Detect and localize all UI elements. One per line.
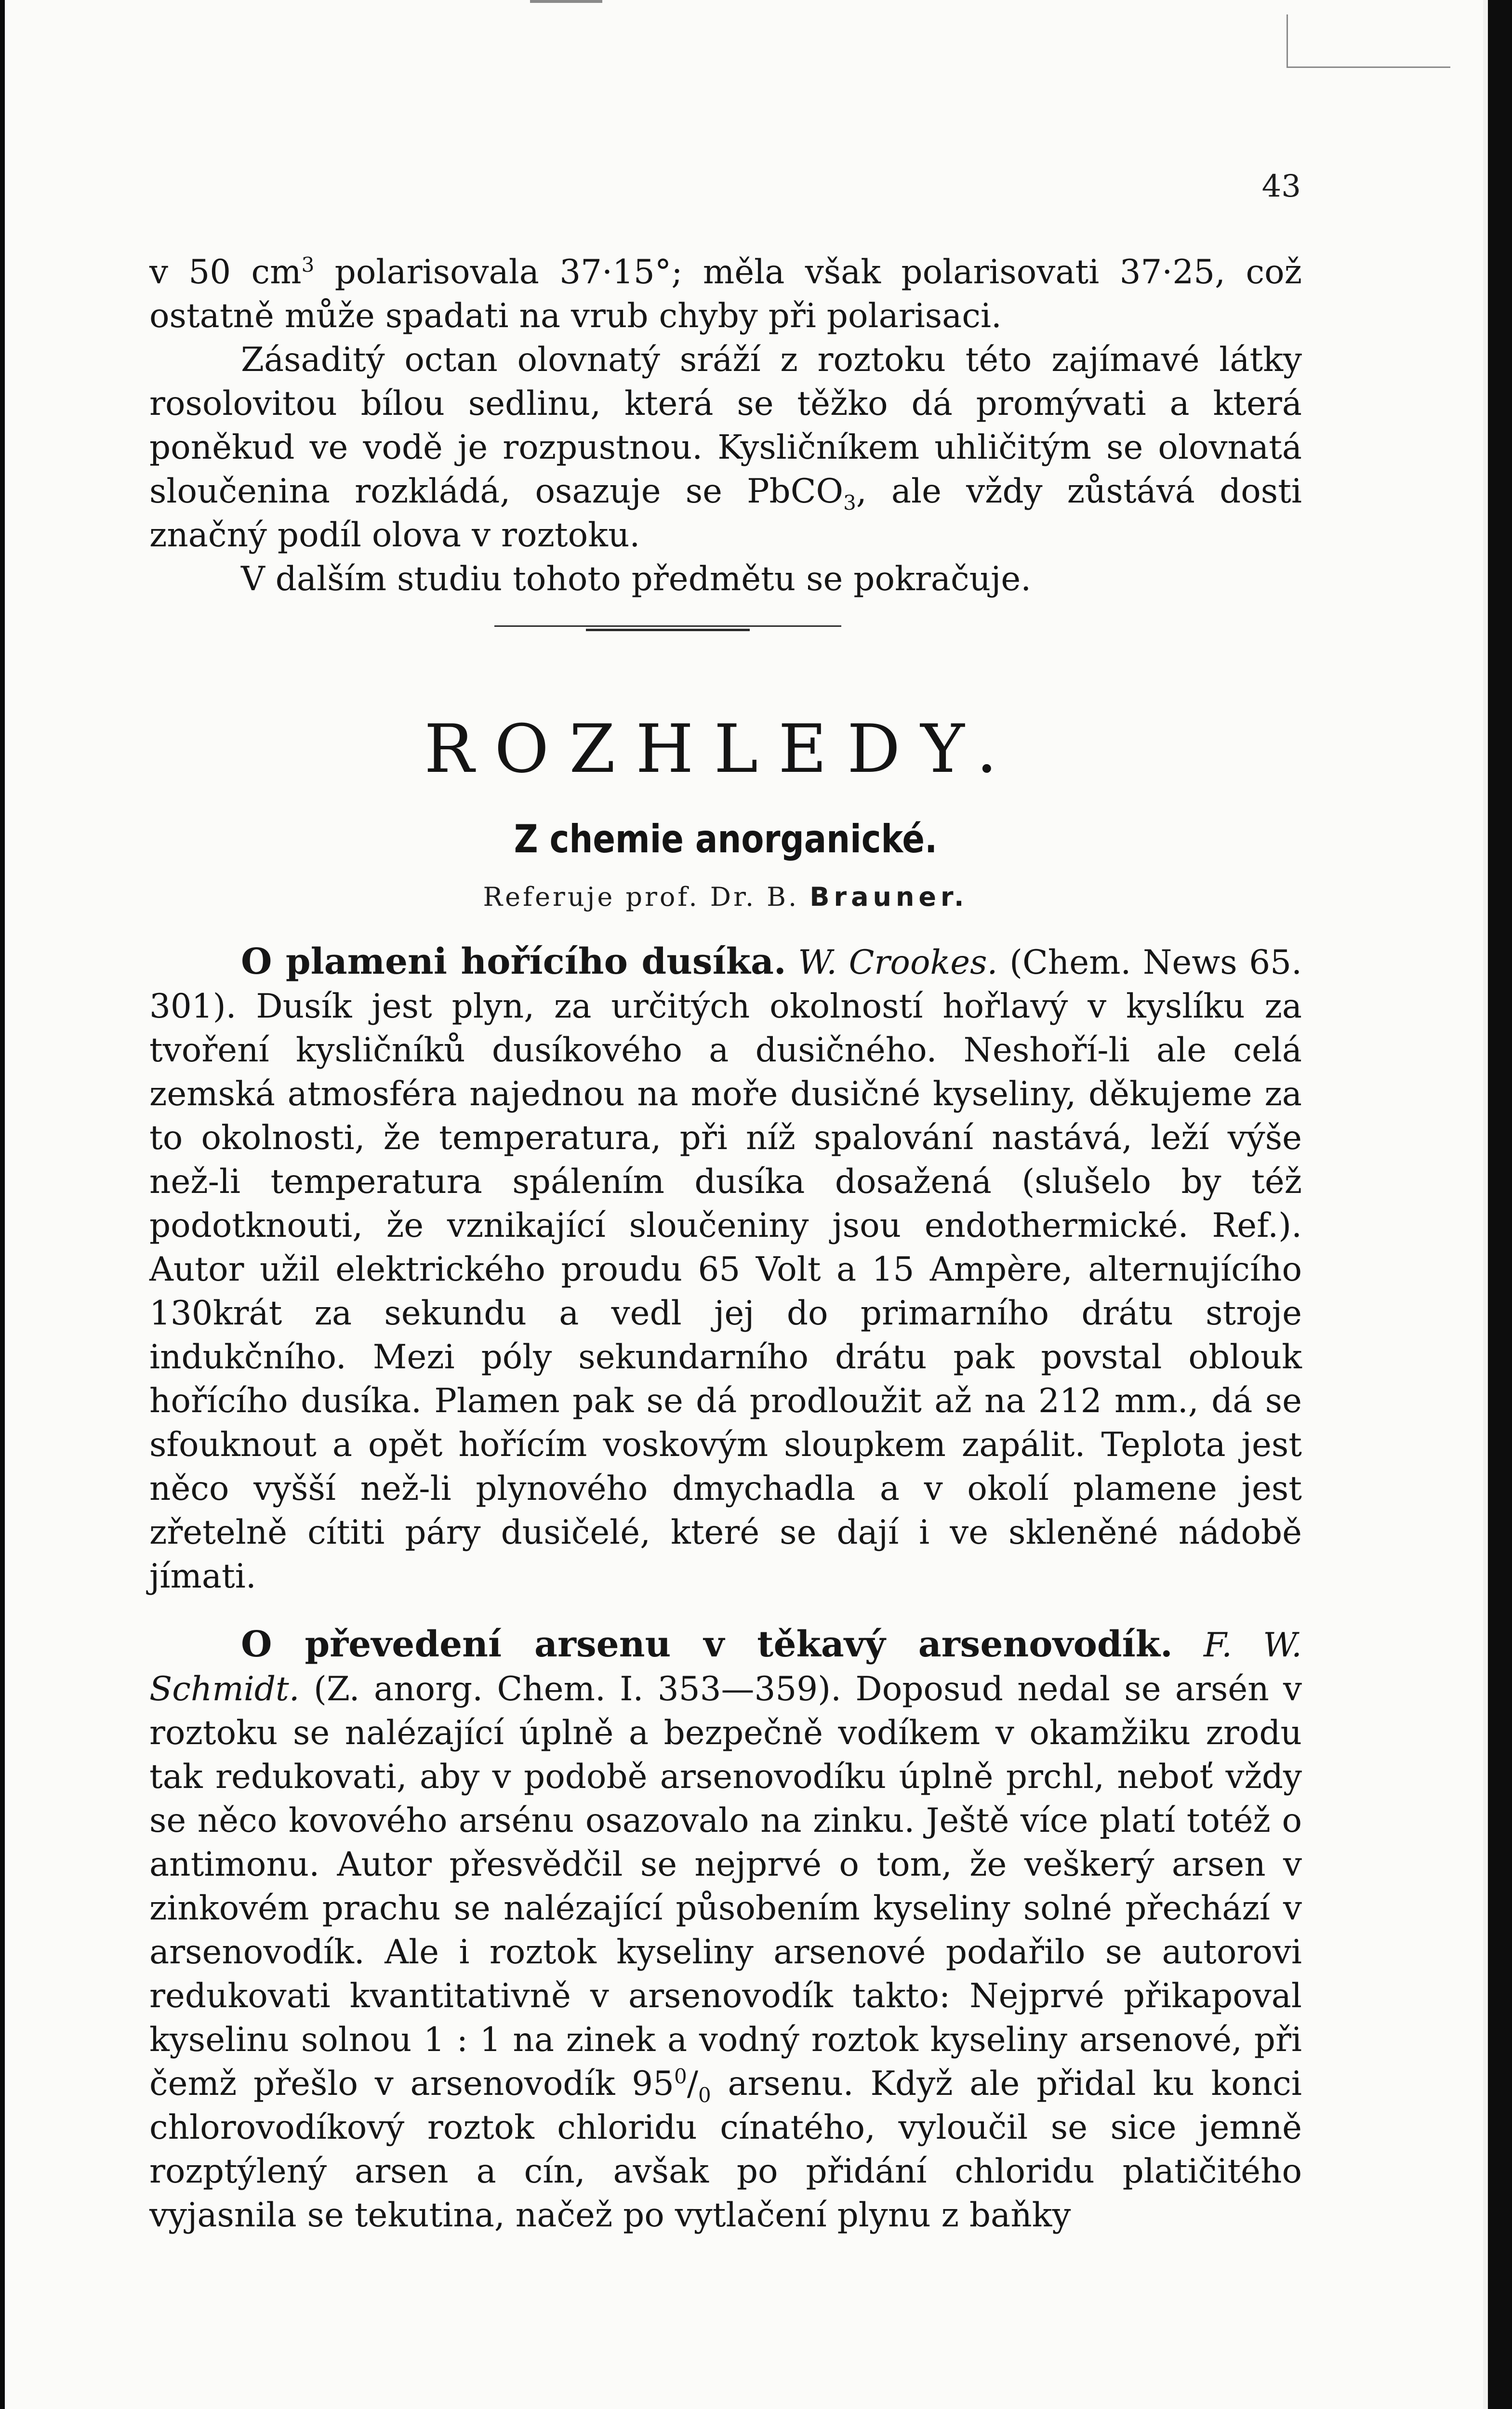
- scan-right-edge: [1483, 0, 1512, 2409]
- section-title: ROZHLEDY.: [424, 710, 1018, 788]
- article-author: W. Crookes.: [798, 943, 998, 982]
- section-subtitle: Z chemie anorganické.: [514, 817, 938, 861]
- article-author: F. W. Schmidt.: [149, 1626, 1302, 1708]
- page-number: 43: [1261, 169, 1301, 204]
- intro-paragraph-2: Zásaditý octan olovnatý sráží z roztoku této zajímavé látky rosolovitou bílou sedlinu, která se těžko dá promývati a která poněkud ve vodě je rozpustnou. Kysličníkem uhličitým se olovnatá sloučenina rozkládá, osazuje se PbCO$_3$, ale vždy zůstává dosti značný podíl olova v roztoku.: [149, 341, 1302, 555]
- article-title: O převedení arsenu v těkavý arsenovodík.: [241, 1624, 1173, 1665]
- article-crookes: [149, 940, 1302, 1599]
- article-body: (Chem. News 65. 301). Dusík jest plyn, za určitých okolností hořlavý v kyslíku za tvoření kysličníků dusíkového a dusičného. Neshoří-li ale celá zemská atmosféra najednou na moře dusičné kyseliny, děkujeme za to okolnosti, že temperatura, při níž spalování nastává, leží výše než-li temperatura spálením dusíka dosažená (slušelo by též podotknouti, že vznikající sloučeniny jsou endothermické. Ref.). Autor užil elektrického proudu 65 Volt a 15 Ampère, alternujícího 130krát za sekundu a vedl jej do primarního drátu stroje indukčního. Mezi póly sekundarního drátu pak povstal oblouk hořícího dusíka. Plamen pak se dá prodloužit až na 212 mm., dá se sfouknout a opět hořícím voskovým sloupkem zapálit. Teplota jest něco vyšší než-li plynového dmychadla a v okolí plamene jest zřetelně cítiti páry dusičelé, které se dají i ve skleněné nádobě jímati.: [149, 943, 1302, 1596]
- intro-paragraph-3: V dalším studiu tohoto předmětu se pokračuje.: [241, 560, 1032, 598]
- scan-mark-corner-h: [1287, 66, 1450, 68]
- article-body: (Z. anorg. Chem. I. 353—359). Doposud nedal se arsén v roztoku se nalézající úplně a bezpečně vodíkem v okamžiku zrodu tak redukovati, aby v podobě arsenovodíku úplně prchl, neboť vždy se něco kovového arsénu osazovalo na zinku. Ještě více platí totéž o antimonu. Autor přesvědčil se nejprvé o tom, že veškerý arsen v zinkovém prachu se nalézající působením kyseliny solné přechází v arsenovodík. Ale i roztok kyseliny arsenové podařilo se autorovi redukovati kvantitativně v arsenovodík takto: Nejprvé přikapoval kyselinu solnou 1 : 1 na zinek a vodný roztok kyseliny arsenové, při čemž přešlo v arsenovodík 95: [149, 1670, 1302, 2103]
- scan-mark-top: [530, 0, 602, 3]
- scan-mark-corner: [1287, 14, 1288, 67]
- page-content: [149, 164, 1302, 2237]
- referee-name: Brauner.: [809, 882, 968, 912]
- intro-paragraph-1: v 50 $cm^3$ polarisovala 37·15°; měla však polarisovati 37·25, což ostatně může spadati na vrub chyby při polarisaci.: [149, 253, 1302, 335]
- referee-line: Referuje prof. Dr. B. Brauner.: [483, 882, 968, 912]
- article-title: O plameni hořícího dusíka.: [241, 941, 786, 982]
- section-divider: [494, 625, 841, 633]
- scanned-page: [5, 0, 1483, 2409]
- article-schmidt: O převedení arsenu v těkavý arsenovodík. F. W. Schmidt. (Z. anorg. Chem. I. 353—359). Doposud nedal se arsén v roztoku se nalézající úplně a bezpečně vodíkem v okamžiku zrodu tak redukovati, aby v podobě arsenovodíku úplně prchl, neboť vždy se něco kovového arsénu osazovalo na zinku. Ještě více platí totéž o antimonu. Autor přesvědčil se nejprvé o tom, že veškerý arsen v zinkovém prachu se nalézající působením kyseliny solné přechází v arsenovodík. Ale i roztok kyseliny arsenové podařilo se autorovi redukovati kvantitativně v arsenovodík takto: Nejprvé přikapoval kyselinu solnou 1 : 1 na zinek a vodný roztok kyseliny arsenové, při čemž přešlo v arsenovodík $95^0/_0$ arsenu. Když ale přidal ku konci chlorovodíkový roztok chloridu cínatého, vyloučil se sice jemně rozptýlený arsen a cín, avšak po přidání chloridu platičitého vyjasnila se tekutina, načež po vytlačení plynu z baňky: [149, 1624, 1302, 2235]
